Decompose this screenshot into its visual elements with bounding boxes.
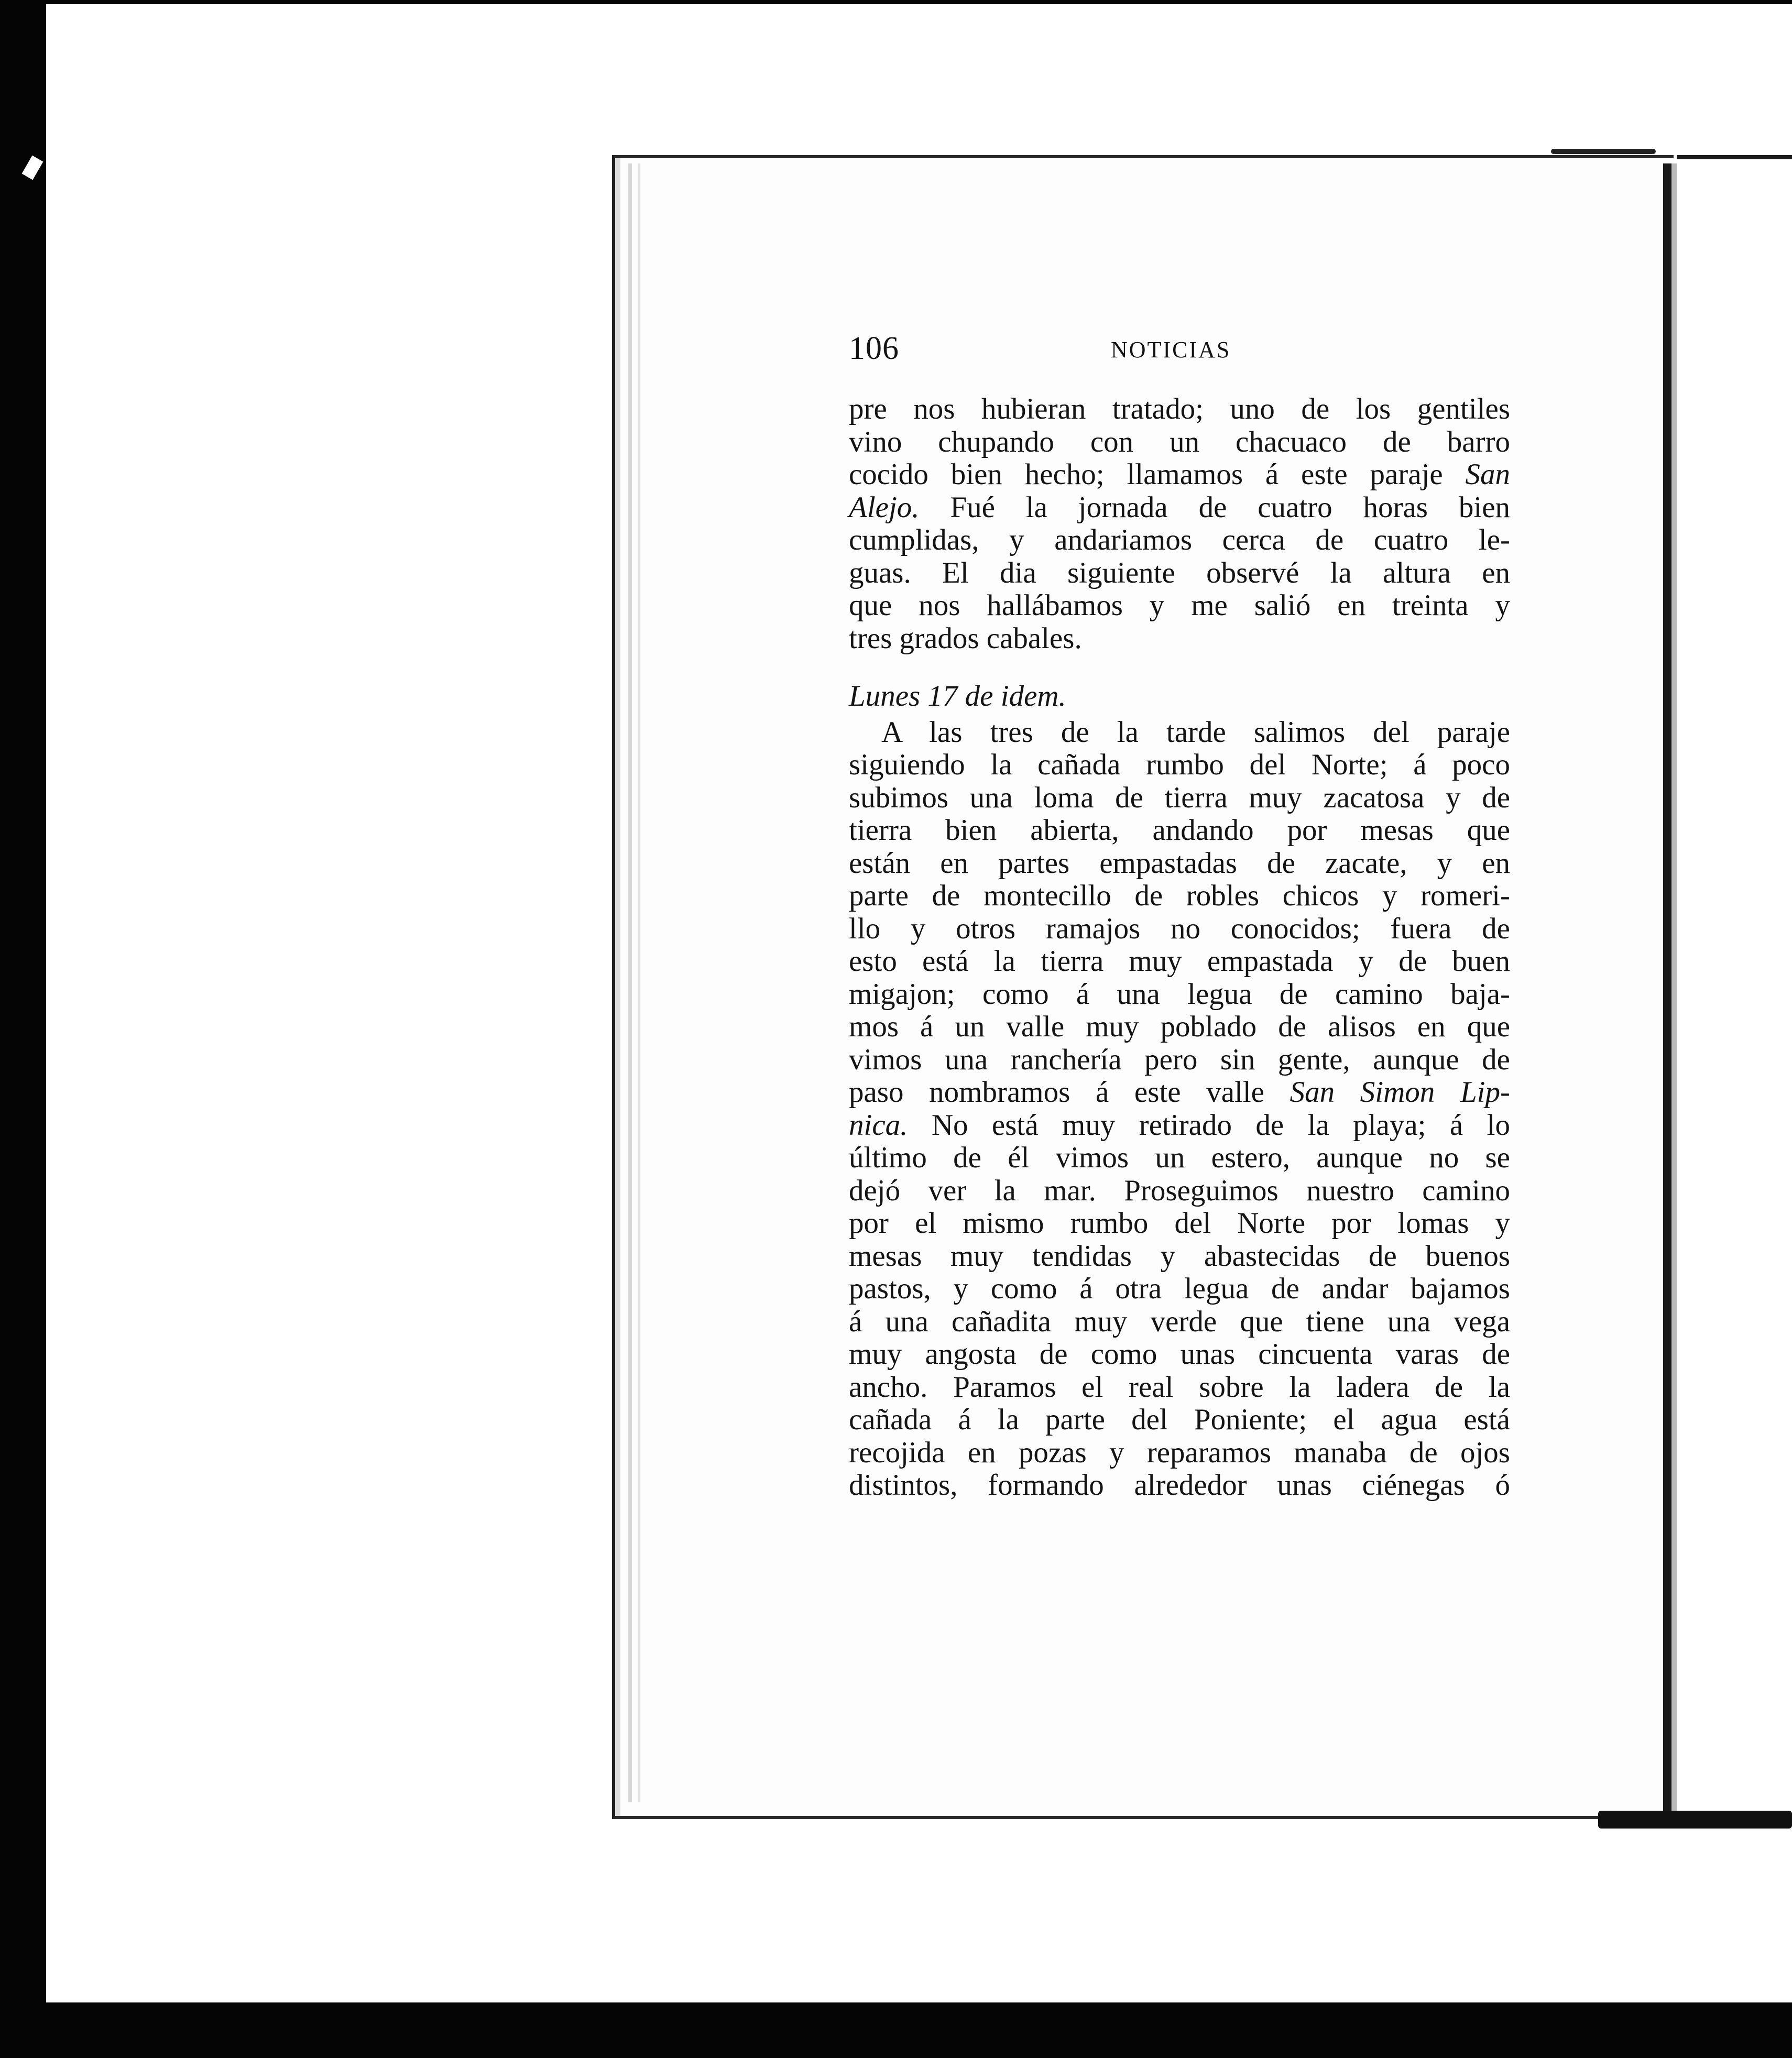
text-line: siguiendo la cañada rumbo del Norte; á poco — [849, 748, 1510, 781]
place-name: nica. — [849, 1108, 908, 1142]
binding-shadow — [1598, 1811, 1792, 1829]
text-line: guas. El dia siguiente observé la altura en — [849, 556, 1510, 589]
text-line: migajon; como á una legua de camino baja- — [849, 977, 1510, 1011]
text-line: mesas muy tendidas y abastecidas de buenos — [849, 1239, 1510, 1273]
running-head — [849, 330, 1551, 372]
body-text — [849, 393, 1510, 1502]
scan-border-top — [0, 0, 1792, 4]
text-line: á una cañadita muy verde que tiene una vega — [849, 1305, 1510, 1338]
text-line: parte de montecillo de robles chicos y romeri- — [849, 879, 1510, 912]
facing-page-edge — [1677, 155, 1792, 1810]
text-line: nica. No está muy retirado de la playa; á lo — [849, 1108, 1510, 1142]
text-line: subimos una loma de tierra muy zacatosa y de — [849, 781, 1510, 814]
text-line: distintos, formando alrededor unas ciénegas ó — [849, 1469, 1510, 1502]
page-gutter-line — [638, 163, 640, 1802]
page-top-shadow — [1551, 149, 1656, 154]
text-line: tres grados cabales. — [849, 621, 1082, 655]
text-line: vimos una ranchería pero sin gente, aunque de — [849, 1043, 1510, 1076]
text-line: cocido bien hecho; llamamos á este paraje San — [849, 458, 1511, 491]
text-line: están en partes empastadas de zacate, y en — [849, 846, 1510, 880]
text-line: cumplidas, y andariamos cerca de cuatro le- — [849, 523, 1510, 556]
text-line: llo y otros ramajos no conocidos; fuera de — [849, 912, 1510, 945]
text-line: pastos, y como á otra legua de andar bajamos — [849, 1272, 1510, 1305]
text-line: vino chupando con un chacuaco de barro — [849, 425, 1510, 458]
place-name: Alejo. — [849, 490, 920, 524]
scan-border-left — [0, 0, 46, 2058]
running-title: NOTICIAS — [1111, 337, 1231, 363]
text-line: recojida en pozas y reparamos manaba de ojos — [849, 1436, 1510, 1469]
text-line: paso nombramos á este valle San Simon Lip- — [849, 1076, 1510, 1109]
place-name: San — [1465, 458, 1511, 491]
text-line: A las tres de la tarde salimos del paraje — [881, 715, 1510, 749]
text-line: pre nos hubieran tratado; uno de los gentiles — [849, 392, 1510, 425]
text-line: tierra bien abierta, andando por mesas que — [849, 814, 1510, 847]
book-spine — [1663, 163, 1671, 1811]
place-name: San Simon Lip- — [1290, 1076, 1510, 1109]
text-line: cañada á la parte del Poniente; el agua está — [849, 1403, 1510, 1436]
scan-border-bottom — [0, 2002, 1792, 2058]
text-line: que nos hallábamos y me salió en treinta y — [849, 589, 1510, 622]
book-spine-highlight — [1671, 163, 1677, 1811]
page-gutter-edge — [628, 163, 632, 1802]
text-line: muy angosta de como unas cincuenta varas de — [849, 1338, 1510, 1371]
text-line: Alejo. Fué la jornada de cuatro horas bien — [849, 490, 1510, 524]
text-line: dejó ver la mar. Proseguimos nuestro camino — [849, 1174, 1510, 1207]
page-number: 106 — [849, 331, 899, 366]
text-line: mos á un valle muy poblado de alisos en que — [849, 1010, 1510, 1043]
text-line: último de él vimos un estero, aunque no se — [849, 1141, 1510, 1174]
text-line: esto está la tierra muy empastada y de buen — [849, 945, 1510, 978]
text-line: ancho. Paramos el real sobre la ladera de la — [849, 1370, 1510, 1404]
section-heading: Lunes 17 de idem. — [849, 680, 1066, 713]
text-line: por el mismo rumbo del Norte por lomas y — [849, 1207, 1510, 1240]
